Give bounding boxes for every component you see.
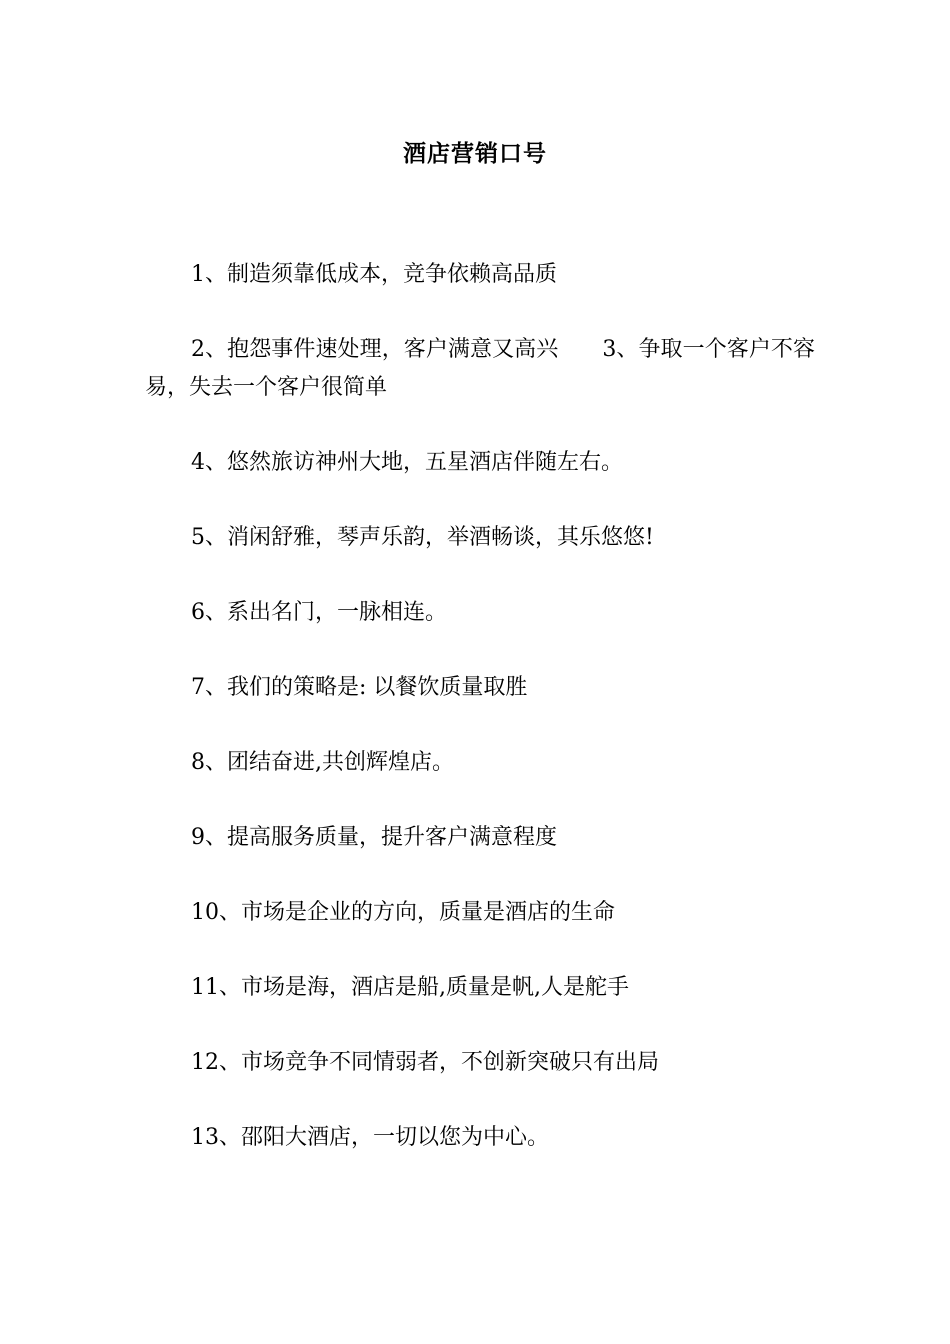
document-title: 酒店营销口号 — [403, 140, 547, 167]
slogan-text: 3、争取一个客户不容易，失去一个客户很简单 — [145, 337, 816, 400]
slogan-item — [145, 331, 815, 406]
slogan-item — [145, 669, 815, 707]
slogan-text: 11、市场是海，酒店是船,质量是帆,人是舵手 — [191, 974, 629, 1000]
slogan-text: 2、抱怨事件速处理，客户满意又高兴 — [191, 337, 559, 362]
slogan-item — [145, 1119, 815, 1157]
slogan-text: 1、制造须靠低成本，竞争依赖高品质 — [191, 262, 557, 287]
slogan-text: 10、市场是企业的方向，质量是酒店的生命 — [191, 899, 615, 925]
slogan-item — [145, 894, 815, 932]
slogan-text: 9、提高服务质量，提升客户满意程度 — [191, 824, 557, 850]
slogan-text: 5、消闲舒雅，琴声乐韵，举酒畅谈，其乐悠悠! — [191, 524, 654, 550]
slogan-item — [145, 444, 815, 482]
slogan-item — [145, 819, 815, 857]
slogan-item — [145, 594, 815, 632]
slogan-text: 13、邵阳大酒店，一切以您为中心。 — [191, 1124, 549, 1150]
slogan-item — [145, 969, 815, 1007]
slogan-item — [145, 1044, 815, 1082]
slogan-text: 8、团结奋进,共创辉煌店。 — [191, 749, 454, 775]
slogan-text: 12、市场竞争不同情弱者，不创新突破只有出局 — [191, 1049, 659, 1075]
document-body — [145, 256, 815, 1194]
slogan-item — [145, 256, 815, 294]
slogan-item — [145, 519, 815, 557]
slogan-text: 4、悠然旅访神州大地，五星酒店伴随左右。 — [191, 449, 623, 475]
slogan-text: 6、系出名门，一脉相连。 — [191, 599, 447, 625]
slogan-text: 7、我们的策略是: 以餐饮质量取胜 — [191, 674, 528, 700]
slogan-item — [145, 744, 815, 782]
